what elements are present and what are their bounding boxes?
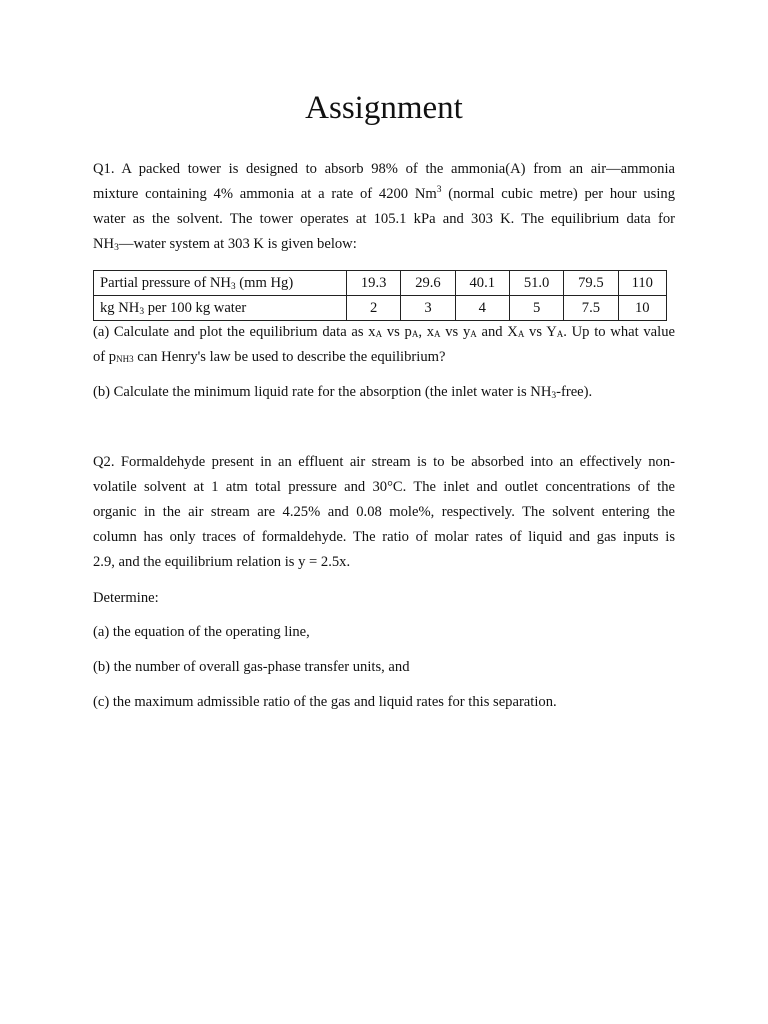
q2-part-a: [93, 620, 675, 645]
q1-line-4-text-b: —water system at 303 K is given below:: [118, 236, 357, 252]
table-cell: 79.5: [564, 271, 618, 296]
q1-line-2-text-b: (normal cubic metre) per hour using: [441, 186, 675, 202]
equilibrium-data-table: [93, 270, 667, 321]
q1-line-3: water as the solvent. The tower operates at 105.1 kPa and 303 K. The equilibrium data for: [93, 211, 675, 227]
table-row: [94, 271, 667, 296]
text: and X: [476, 324, 518, 340]
table-cell: 51.0: [509, 271, 563, 296]
q2-line-4: column has only traces of formaldehyde. The ratio of molar rates of liquid and gas inputs is: [93, 529, 675, 545]
text: , x: [418, 324, 435, 340]
text: (a) Calculate and plot the equilibrium data as x: [93, 324, 376, 340]
q1-part-b: [93, 380, 675, 405]
q1-part-b-line: [93, 380, 675, 405]
q2-line-5: 2.9, and the equilibrium relation is y = 2.5x.: [93, 554, 351, 570]
q2-line-3: organic in the air stream are 4.25% and 0.08 mole%, respectively. The solvent entering the: [93, 504, 675, 520]
determine-text: Determine:: [93, 590, 159, 606]
q1-paragraph: [93, 157, 675, 257]
subscript: 3: [114, 243, 119, 253]
q2-paragraph: [93, 450, 675, 575]
text: vs p: [382, 324, 412, 340]
text: vs Y: [524, 324, 557, 340]
table-cell: 7.5: [564, 296, 618, 321]
subscript: NH3: [116, 354, 134, 364]
q1-part-a-line-1: [93, 320, 675, 345]
table-cell: 3: [401, 296, 455, 321]
subscript: A: [411, 329, 419, 339]
q1-line-2: [93, 182, 675, 207]
subscript: A: [375, 329, 383, 339]
table-cell: 5: [509, 296, 563, 321]
text: -free).: [556, 384, 593, 400]
subscript: 3: [139, 306, 145, 317]
subscript: A: [556, 329, 564, 339]
subscript: A: [470, 329, 477, 339]
q2-part-c: [93, 690, 675, 715]
label-text: kg NH: [100, 299, 140, 316]
row-label-kg-nh3: [94, 296, 347, 321]
document-title: Assignment: [305, 90, 463, 126]
table-cell: 4: [455, 296, 509, 321]
q1-part-a-line-2: [93, 345, 675, 370]
q2-part-b-text: (b) the number of overall gas-phase transfer units, and: [93, 659, 410, 675]
subscript: 3: [551, 391, 557, 401]
text: (b) Calculate the minimum liquid rate for the absorption (the inlet water is NH: [93, 384, 552, 400]
q1-part-a: [93, 320, 675, 370]
text: of p: [93, 349, 117, 365]
q1-line-1: Q1. A packed tower is designed to absorb 98% of the ammonia(A) from an air—ammonia: [93, 161, 675, 177]
label-text: Partial pressure of NH: [100, 274, 231, 291]
subscript: A: [517, 329, 525, 339]
q2-part-b: [93, 655, 675, 680]
q2-part-a-text: (a) the equation of the operating line,: [93, 624, 310, 640]
table-row: [94, 296, 667, 321]
table-cell: 40.1: [455, 271, 509, 296]
table-cell: 19.3: [347, 271, 401, 296]
table-cell: 2: [347, 296, 401, 321]
q2-part-c-text: (c) the maximum admissible ratio of the gas and liquid rates for this separation.: [93, 694, 557, 710]
text: . Up to what value: [563, 324, 675, 340]
subscript: A: [434, 329, 441, 339]
table-cell: 10: [618, 296, 666, 321]
text: can Henry's law be used to describe the equilibrium?: [133, 349, 446, 365]
label-text-b: (mm Hg): [235, 274, 294, 291]
superscript: 3: [436, 185, 442, 195]
q1-line-2-text: mixture containing 4% ammonia at a rate of 4200 Nm: [93, 186, 437, 202]
q2-line-2: volatile solvent at 1 atm total pressure and 30°C. The inlet and outlet concentrations of the: [93, 479, 675, 495]
subscript: 3: [230, 281, 236, 292]
table-cell: 110: [618, 271, 666, 296]
text: vs y: [440, 324, 471, 340]
q1-line-4-text: NH: [93, 236, 115, 252]
q2-determine: [93, 586, 675, 611]
row-label-partial-pressure: [94, 271, 347, 296]
table-cell: 29.6: [401, 271, 455, 296]
q1-line-4: [93, 232, 675, 257]
label-text-b: per 100 kg water: [144, 299, 247, 316]
q2-line-1: Q2. Formaldehyde present in an effluent air stream is to be absorbed into an effectively non-: [93, 454, 675, 470]
